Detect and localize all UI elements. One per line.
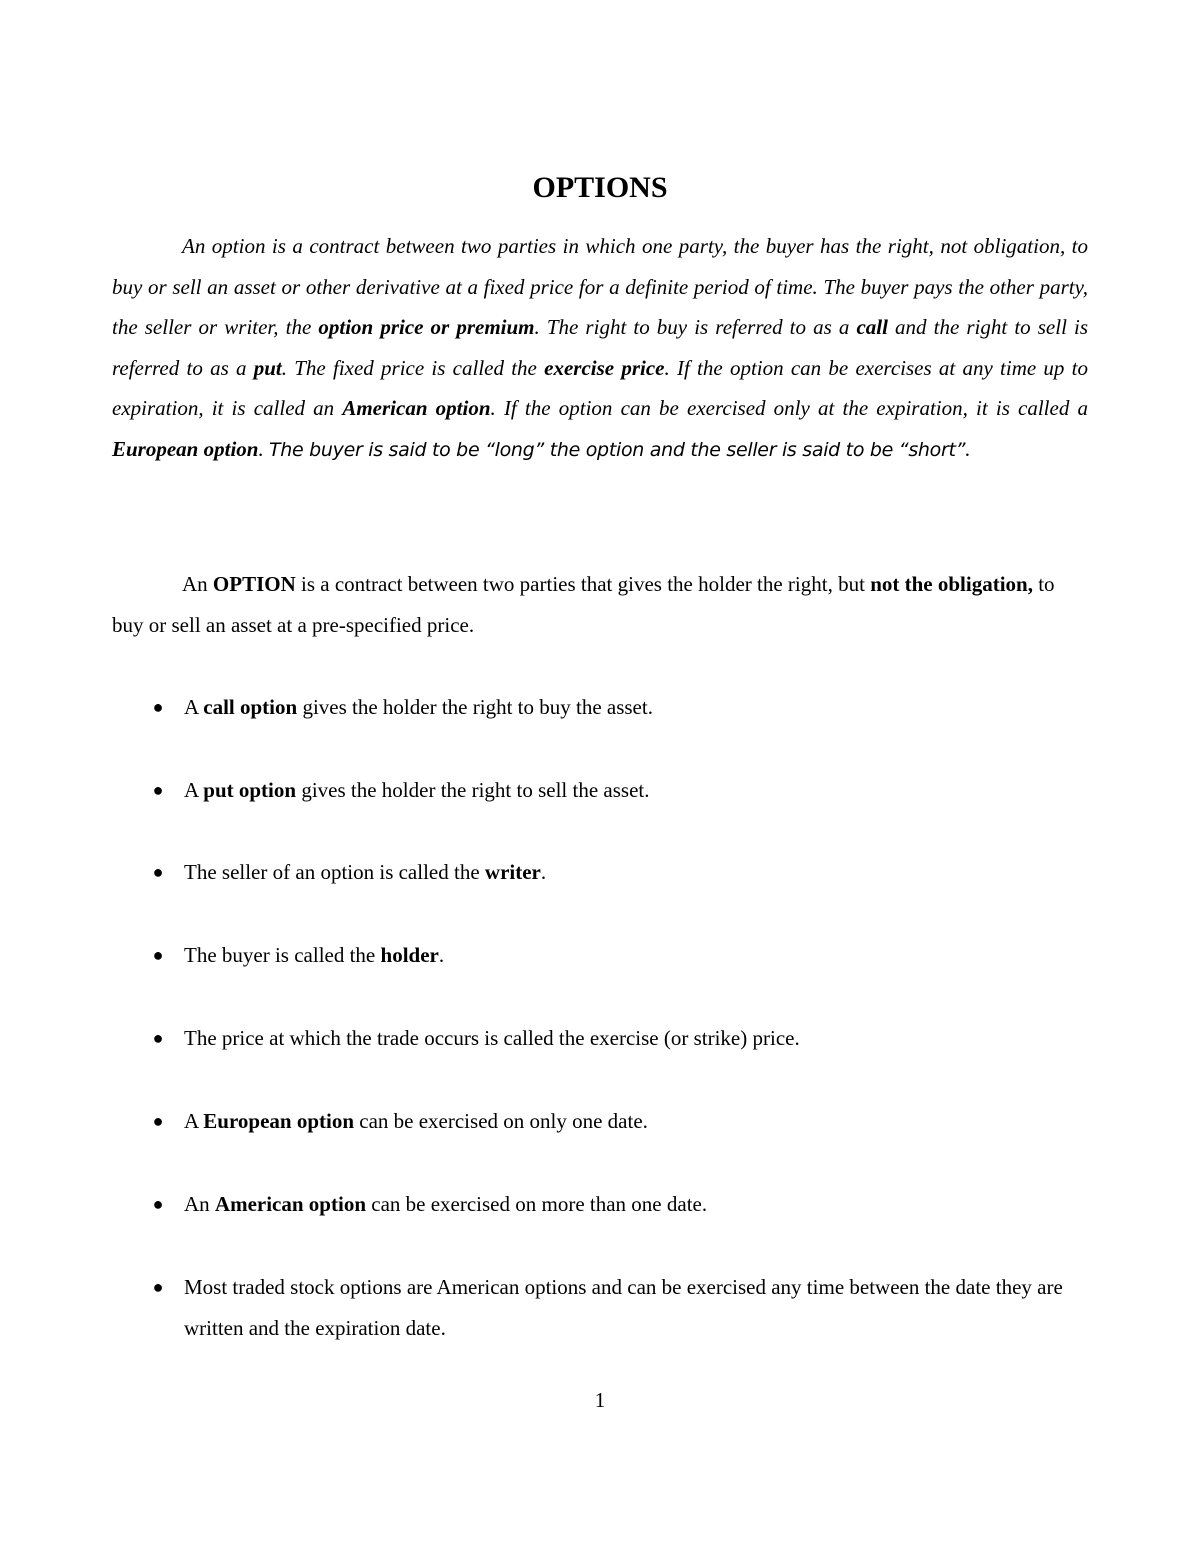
bullet-icon: ● [152,1028,164,1048]
intro-text-2: . The right to buy is referred to as a [534,315,857,339]
term-exercise-price: exercise price [544,355,665,380]
option-definition-paragraph [112,564,1088,645]
list-item-post: gives the holder the right to buy the asset. [297,695,653,719]
document-title: OPTIONS [532,171,668,204]
bullet-icon: ● [152,862,164,882]
bullet-icon: ● [152,945,164,965]
list-item-post: . [438,943,445,967]
definition-text-2: is a contract between two parties that gives the holder the right, but [295,572,871,596]
list-item-pre: An [184,1192,215,1216]
intro-text-5: . If the option can be exercises at any time up to expiration, it is called an [112,355,1088,420]
list-item-term: American option [214,1192,366,1216]
term-put: put [253,355,282,380]
intro-text-4: . The fixed price is called the [281,355,545,380]
definition-term-not-obligation: not the obligation, [870,572,1033,596]
list-item-text [184,852,1064,893]
definition-text-1: An [182,572,213,596]
intro-text-7: . [258,436,269,461]
definition-text-3: to buy or sell an asset at a pre-specified price. [112,572,1055,637]
list-item-post: gives the holder the right to sell the asset. [296,778,650,802]
bullet-icon: ● [152,1111,164,1131]
bullet-icon: ● [152,780,164,800]
intro-end: . [965,436,971,461]
list-item-pre: A [184,695,204,719]
term-american-option: American option [342,396,491,420]
list-item-pre: The seller of an option is called the [184,860,485,884]
list-item-text [184,1184,1064,1225]
list-item-pre: A [184,1109,204,1133]
bullet-icon: ● [152,1194,164,1214]
list-item-pre: The price at which the trade occurs is called the exercise (or strike) price. [184,1026,800,1050]
list-item-pre: The buyer is called the [184,943,381,967]
list-item-text [184,1267,1064,1348]
list-item-post: can be exercised on only one date. [354,1109,648,1133]
intro-text-6: . If the option can be exercised only at the expiration, it is called a [490,396,1088,420]
list-item-post: . [540,860,547,884]
term-option-price: option price or premium [318,315,535,339]
list-item-term: put option [203,778,297,802]
intro-text-3: and the right to sell is referred to as a [112,315,1089,380]
intro-paragraph [112,226,1088,470]
intro-long-short-text: The buyer is said to be “long” the option and the seller is said to be “short” [268,438,966,461]
list-item-term: holder [380,943,439,967]
list-item-text [184,1018,1064,1059]
bullet-icon: ● [152,697,164,717]
list-item-pre: Most traded stock options are American options and can be exercised any time between the date they are written and the expiration date. [184,1275,1063,1340]
list-item-text [184,687,1064,728]
list-item-term: European option [203,1109,355,1133]
list-item-text [184,1101,1064,1142]
list-item-post: can be exercised on more than one date. [366,1192,708,1216]
term-european-option: European option [112,436,259,461]
list-item-term: call option [203,695,298,719]
intro-text-1: An option is a contract between two parties in which one party, the buyer has the right, not obligation, to buy or sell an asset or other derivative at a fixed price for a definite period of time. The buyer pays the other party, the seller or writer, the [112,234,1088,339]
term-call: call [856,315,888,339]
definition-term-option: OPTION [212,572,296,596]
list-item-term: writer [484,860,541,884]
bullet-icon: ● [152,1277,164,1297]
list-item-text [184,770,1064,811]
page-number: 1 [594,1388,606,1412]
list-item-text [184,935,1064,976]
list-item-pre: A [184,778,204,802]
